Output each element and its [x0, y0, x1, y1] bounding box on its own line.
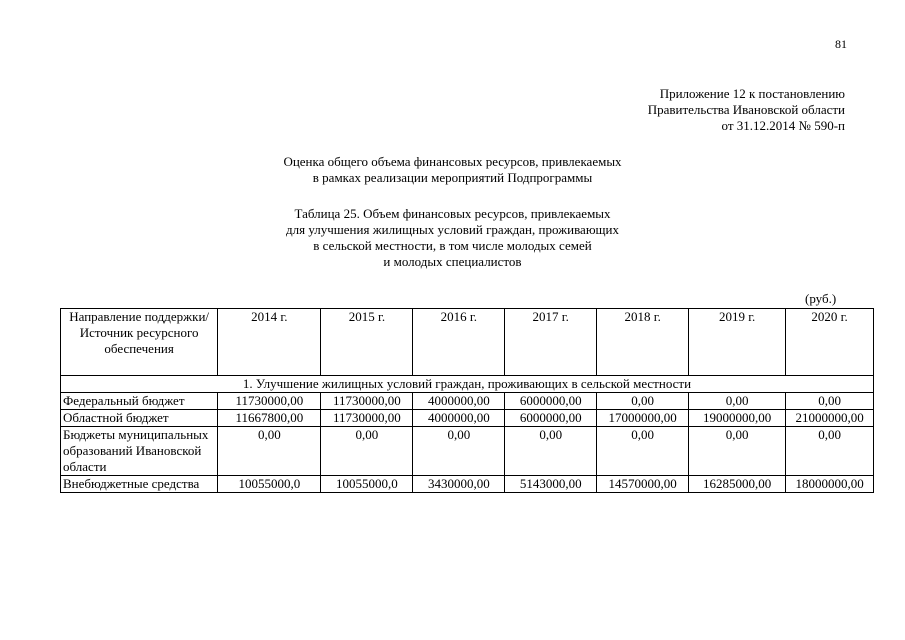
table-header-row — [61, 309, 874, 376]
table-row — [61, 393, 874, 410]
row-value: 0,00 — [505, 427, 597, 476]
table-title-line: в сельской местности, в том числе молодых семей — [313, 238, 592, 253]
appendix-line: Правительства Ивановской области — [647, 102, 845, 117]
row-value: 10055000,0 — [321, 476, 413, 493]
row-source: Областной бюджет — [61, 410, 218, 427]
row-value: 16285000,00 — [689, 476, 786, 493]
row-value: 11667800,00 — [218, 410, 321, 427]
row-value: 4000000,00 — [413, 410, 505, 427]
header-year: 2017 г. — [505, 309, 597, 376]
row-value: 19000000,00 — [689, 410, 786, 427]
table-row — [61, 427, 874, 476]
table-title-line: Таблица 25. Объем финансовых ресурсов, привлекаемых — [294, 206, 611, 221]
row-value: 0,00 — [413, 427, 505, 476]
heading-line: в рамках реализации мероприятий Подпрограммы — [312, 170, 593, 185]
financial-resources-table — [60, 308, 874, 493]
row-value: 6000000,00 — [505, 393, 597, 410]
table-row — [61, 410, 874, 427]
row-source: Внебюджетные средства — [61, 476, 218, 493]
table-row — [61, 476, 874, 493]
section-row — [61, 376, 874, 393]
header-year: 2019 г. — [689, 309, 786, 376]
appendix-line: Приложение 12 к постановлению — [659, 86, 845, 101]
row-value: 11730000,00 — [321, 393, 413, 410]
row-value: 17000000,00 — [597, 410, 689, 427]
row-value: 21000000,00 — [786, 410, 874, 427]
row-source: Бюджеты муниципальных образований Ивановской области — [61, 427, 218, 476]
table-title — [0, 206, 905, 270]
row-value: 4000000,00 — [413, 393, 505, 410]
header-year: 2016 г. — [413, 309, 505, 376]
table-title-line: для улучшения жилищных условий граждан, проживающих — [285, 222, 620, 237]
page-number: 81 — [835, 37, 847, 51]
row-value: 18000000,00 — [786, 476, 874, 493]
row-source: Федеральный бюджет — [61, 393, 218, 410]
row-value: 6000000,00 — [505, 410, 597, 427]
header-year: 2018 г. — [597, 309, 689, 376]
row-value: 0,00 — [597, 393, 689, 410]
appendix-reference — [648, 86, 845, 134]
document-heading — [0, 154, 905, 186]
row-value: 0,00 — [689, 427, 786, 476]
header-year: 2020 г. — [786, 309, 874, 376]
row-value: 3430000,00 — [413, 476, 505, 493]
heading-line: Оценка общего объема финансовых ресурсов, привлекаемых — [283, 154, 622, 169]
section-title: 1. Улучшение жилищных условий граждан, проживающих в сельской местности — [61, 376, 874, 393]
row-value: 0,00 — [689, 393, 786, 410]
row-value: 0,00 — [786, 393, 874, 410]
row-value: 0,00 — [786, 427, 874, 476]
table-title-line: и молодых специалистов — [383, 254, 522, 269]
row-value: 11730000,00 — [218, 393, 321, 410]
row-value: 0,00 — [597, 427, 689, 476]
row-value: 0,00 — [218, 427, 321, 476]
header-year: 2014 г. — [218, 309, 321, 376]
row-value: 5143000,00 — [505, 476, 597, 493]
currency-unit: (руб.) — [805, 291, 837, 306]
row-value: 14570000,00 — [597, 476, 689, 493]
row-value: 0,00 — [321, 427, 413, 476]
appendix-line: от 31.12.2014 № 590-п — [721, 118, 845, 133]
row-value: 10055000,0 — [218, 476, 321, 493]
header-source: Направление поддержки/Источник ресурсного обеспечения — [61, 309, 218, 376]
row-value: 11730000,00 — [321, 410, 413, 427]
header-year: 2015 г. — [321, 309, 413, 376]
